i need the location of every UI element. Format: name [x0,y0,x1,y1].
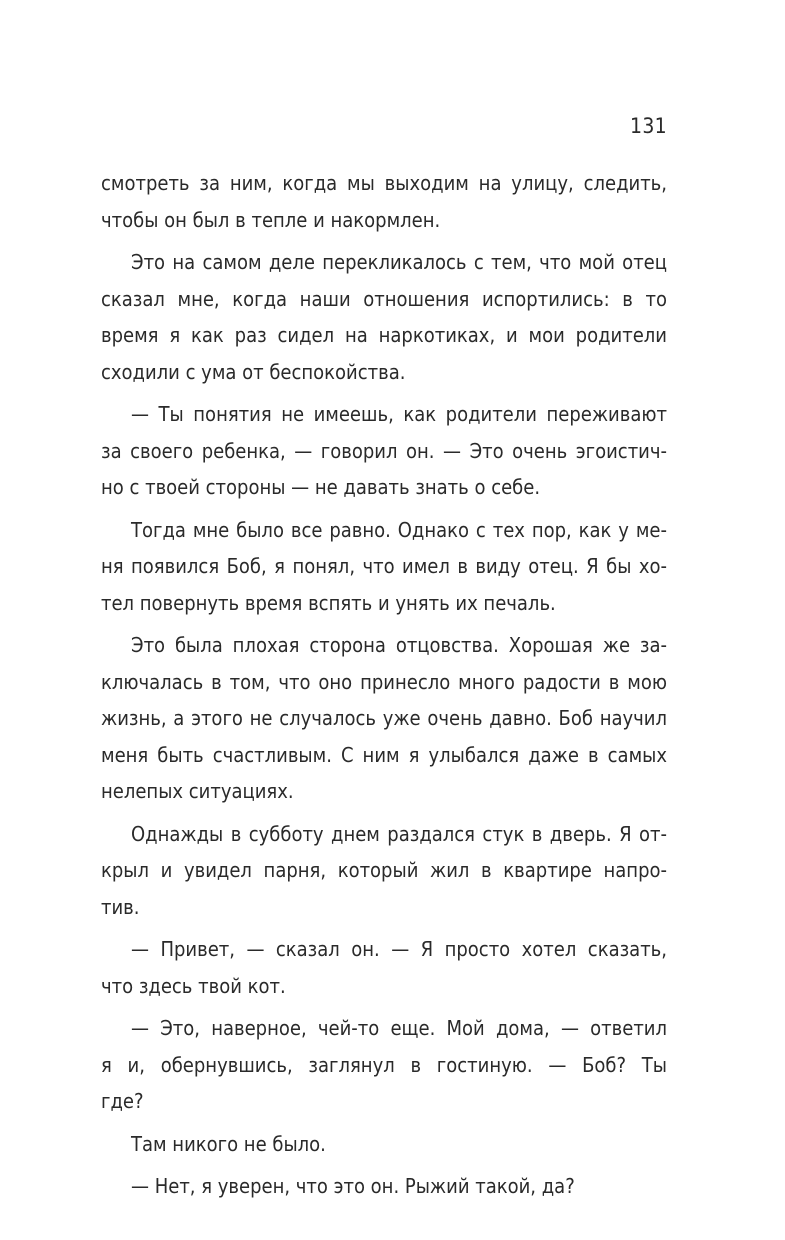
body-text [101,165,667,1211]
text-line: — Ты понятия не имеешь, как родители переживают [131,402,667,426]
page-number: 131 [630,114,667,138]
text-line: Тогда мне было все равно. Однако с тех пор, как у ме- [131,517,667,542]
paragraph [101,1010,667,1120]
text-line: нелепых ситуациях. [101,779,294,803]
text-line: чтобы он был в тепле и накормлен. [101,207,441,232]
text-line: ня появился Боб, я понял, что имел в виду отец. Я бы хо- [101,554,667,578]
text-line: жизнь, а этого не случалось уже очень давно. Боб научил [101,706,667,730]
paragraph [101,1168,667,1205]
paragraph [101,1126,667,1163]
text-line: крыл и увидел парня, который жил в квартире напро- [101,858,667,882]
paragraph [101,816,667,926]
text-line: — Привет, — сказал он. — Я просто хотел сказать, [131,937,667,961]
text-line: что здесь твой кот. [101,973,286,998]
paragraph [101,512,667,622]
text-line: ключалась в том, что оно принесло много радости в мою [101,669,667,694]
paragraph [101,244,667,390]
text-line: тел повернуть время вспять и унять их печаль. [101,590,556,615]
text-line: — Нет, я уверен, что это он. Рыжий такой, да? [131,1174,575,1198]
text-line: сказал мне, когда наши отношения испортились: в то [101,286,667,311]
paragraph [101,165,667,238]
text-line: но с твоей стороны — не давать знать о себе. [101,475,541,499]
text-line: Это была плохая сторона отцовства. Хорошая же за- [131,633,667,657]
text-line: Это на самом деле перекликалось с тем, что мой отец [131,250,667,274]
text-line: — Это, наверное, чей-то еще. Мой дома, — ответил [131,1016,667,1040]
paragraph [101,627,667,810]
text-line: меня быть счастливым. С ним я улыбался даже в самых [101,742,667,767]
text-line: где? [101,1089,144,1113]
text-line: смотреть за ним, когда мы выходим на улицу, следить, [101,171,667,195]
text-line: тив. [101,894,140,919]
text-line: Там никого не было. [131,1131,326,1156]
text-line: сходили с ума от беспокойства. [101,359,406,384]
text-line: время я как раз сидел на наркотиках, и мои родители [101,323,667,347]
text-line: я и, обернувшись, заглянул в гостиную. — Боб? Ты [101,1052,667,1077]
text-line: за своего ребенка, — говорил он. — Это очень эгоистич- [101,438,667,463]
paragraph [101,396,667,506]
paragraph [101,931,667,1004]
text-line: Однажды в субботу днем раздался стук в дверь. Я от- [131,821,667,846]
